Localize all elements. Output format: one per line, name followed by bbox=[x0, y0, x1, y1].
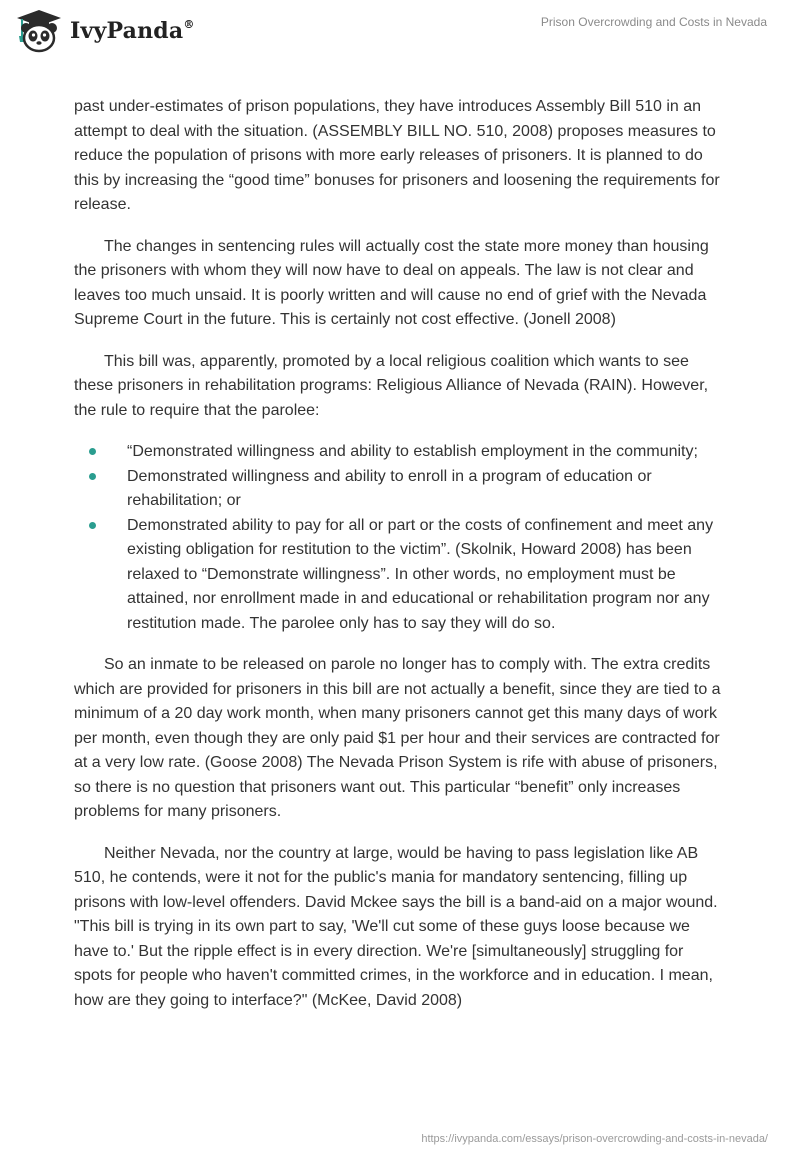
paragraph: Neither Nevada, nor the country at large, would be having to pass legislation like AB 510, he contends, were it not for the public's mania for mandatory sentencing, filling up prisons with low-level offenders. David Mckee says the bill is a band-aid on a major wound. "This bill is trying in its own part to say, 'We'll cut some of these guys loose because we have to.' But the ripple effect is in every direction. We're [simultaneously] struggling for spots for people who haven't committed crimes, in the workforce and in education. I mean, how are they going to interface?" (McKee, David 2008) bbox=[74, 844, 718, 1009]
bullet-dot-icon bbox=[89, 522, 96, 529]
paragraph: So an inmate to be released on parole no longer has to comply with. The extra credits which are provided for prisoners in this bill are not actually a benefit, since they are tied to a minimum of a 20 day work month, when many prisoners cannot get this many days of work per month, even though they are only paid $1 per hour and their services are contracted for at a very low rate. (Goose 2008) The Nevada Prison System is rife with abuse of prisoners, so there is no question that prisoners want out. This particular “benefit” only increases problems for many prisoners. bbox=[74, 656, 721, 820]
brand-name: IvyPanda® bbox=[70, 17, 195, 44]
list-item-text: Demonstrated ability to pay for all or part or the costs of confinement and meet any existing obligation for restitution to the victim”. (Skolnik, Howard 2008) has been relaxed to “Demonstrate willingness”. In other words, no employment must be attained, nor enrollment made in and educational or rehabilitation program nor any restitution made. The parolee only has to say they will do so. bbox=[127, 516, 714, 632]
ivypanda-logo[interactable] bbox=[14, 8, 195, 54]
parolee-requirements-list bbox=[74, 440, 724, 636]
article-body bbox=[74, 95, 724, 1030]
list-item-text: Demonstrated willingness and ability to enroll in a program of education or rehabilitation; or bbox=[127, 467, 652, 509]
list-item bbox=[74, 440, 724, 465]
page-header bbox=[0, 0, 800, 70]
panda-graduate-icon bbox=[14, 8, 64, 54]
list-item bbox=[74, 465, 724, 514]
source-url-link[interactable]: https://ivypanda.com/essays/prison-overcrowding-and-costs-in-nevada/ bbox=[421, 1133, 768, 1145]
document-title: Prison Overcrowding and Costs in Nevada bbox=[540, 15, 767, 29]
list-item bbox=[74, 514, 724, 637]
bullet-dot-icon bbox=[89, 473, 96, 480]
paragraph: This bill was, apparently, promoted by a local religious coalition which wants to see these prisoners in rehabilitation programs: Religious Alliance of Nevada (RAIN). However, the rule to require that the parolee: bbox=[74, 352, 709, 419]
list-item-text: “Demonstrated willingness and ability to establish employment in the community; bbox=[127, 443, 698, 460]
paragraph: past under-estimates of prison populations, they have introduces Assembly Bill 510 in an attempt to deal with the situation. (ASSEMBLY BILL NO. 510, 2008) proposes measures to reduce the population of prisons with more early releases of prisoners. It is planned to do this by increasing the “good time” bonuses for prisoners and loosening the requirements for release. bbox=[74, 98, 720, 213]
paragraph: The changes in sentencing rules will actually cost the state more money than housing the prisoners with whom they will now have to deal on appeals. The law is not clear and leaves too much unsaid. It is poorly written and will cause no end of grief with the Nevada Supreme Court in the future. This is certainly not cost effective. (Jonell 2008) bbox=[74, 237, 709, 328]
bullet-dot-icon bbox=[89, 448, 96, 455]
